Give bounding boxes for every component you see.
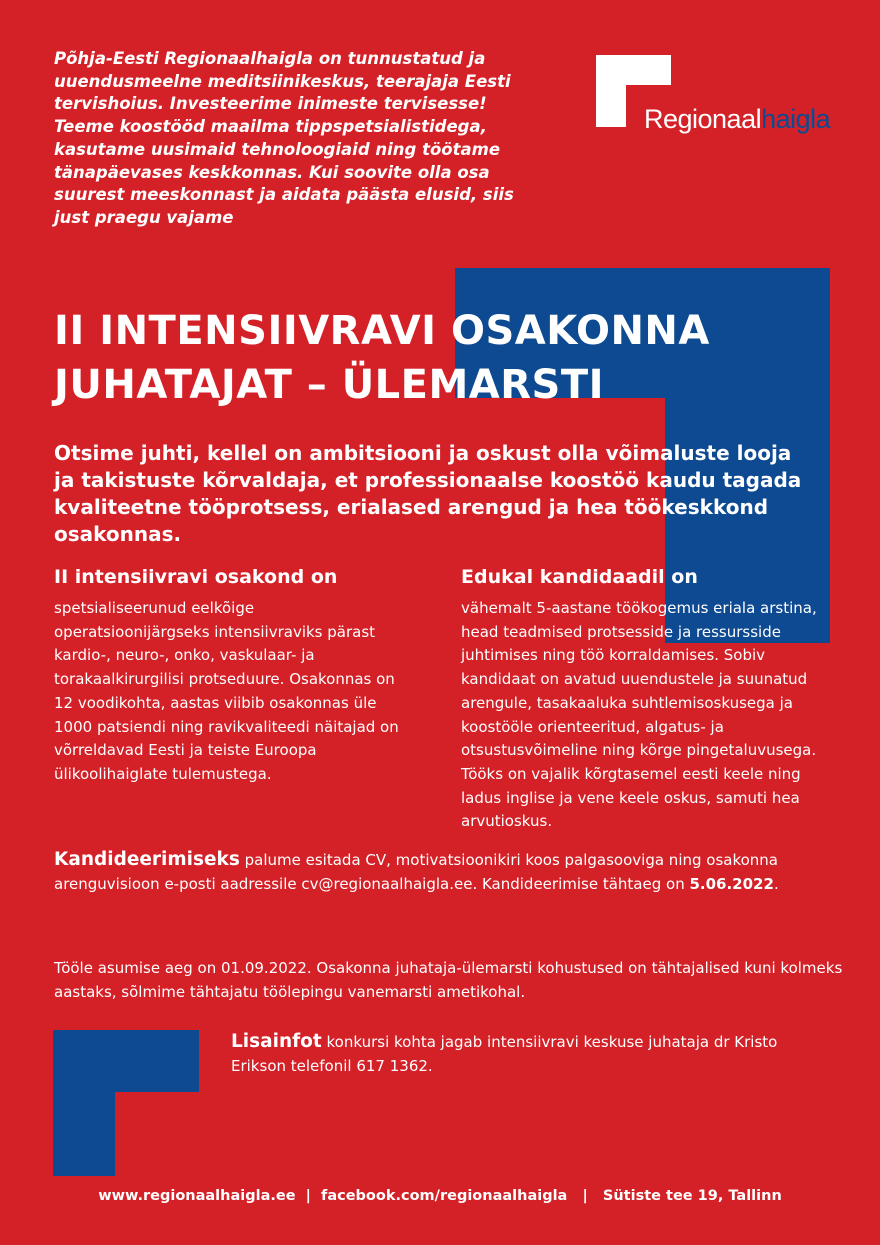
application-end: .: [773, 874, 779, 893]
title-line-1: II INTENSIIVRAVI OSAKONNA: [54, 308, 710, 354]
footer-contacts: www.regionaalhaigla.ee | facebook.com/regionaalhaigla | Sütiste tee 19, Tallinn: [98, 1188, 782, 1204]
candidate-heading: Edukal kandidaadil on: [461, 566, 698, 588]
page-title: [54, 304, 854, 412]
application-paragraph: [54, 848, 834, 896]
application-lead: Kandideerimiseks: [54, 849, 240, 870]
intro-text: Põhja-Eesti Regionaalhaigla on tunnustatud ja uuendusmeelne meditsiinikeskus, teerajaja Eesti tervishoius. Investeerime inimeste tervisesse! Teeme koostööd maailma tippspetsialistidega, kasutame uusimaid tehnoloogiaid ning töötame tänapäevases keskkonnas. Kui soovite olla osa suurest meeskonnast ja aidata päästa elusid, siis just praegu vajame: [54, 49, 514, 227]
application-deadline: 5.06.2022: [689, 874, 774, 893]
logo-part-regionaal: Regionaal: [644, 104, 762, 134]
logo-wordmark: [644, 104, 830, 135]
title-line-2: JUHATAJAT – ÜLEMARSTI: [54, 362, 605, 408]
lead-paragraph: Otsime juhti, kellel on ambitsiooni ja oskust olla võimaluste looja ja takistuste kõrvaldaja, et professionaalse koostöö kaudu tagada kvaliteetne tööprotsess, erialased arengud ja hea töökeskkond osakonnas.: [54, 441, 802, 546]
blue-corner-small-shape: [53, 1030, 199, 1176]
department-heading: II intensiivravi osakond on: [54, 566, 338, 588]
department-text: spetsialiseerunud eelkõige operatsioonijärgseks intensiivraviks pärast kardio-, neuro-, onko, vaskulaar- ja torakaalkirurgilisi protseduure. Osakonnas on 12 voodikohta, aastas viibib osakonnas üle 1000 patsiendi ning ravikvaliteedi näitajad on võrreldavad Eesti ja teiste Euroopa ülikoolihaiglate tulemustega.: [54, 599, 399, 783]
application-text: palume esitada CV, motivatsioonikiri koos palgasooviga ning osakonna arenguvisioon e-posti aadressile cv@regionaalhaigla.ee. Kandideerimise tähtaeg on: [54, 851, 778, 893]
start-date-paragraph: Tööle asumise aeg on 01.09.2022. Osakonna juhataja-ülemarsti kohustused on tähtajalised kuni kolmeks aastaks, sõlmime tähtajatu töölepingu vanemarsti ametikohal.: [54, 959, 843, 1001]
contact-info-text: konkursi kohta jagab intensiivravi keskuse juhataja dr Kristo Erikson telefonil 617 1362.: [231, 1033, 778, 1075]
contact-info-paragraph: [231, 1030, 791, 1078]
contact-info-lead: Lisainfot: [231, 1031, 322, 1052]
candidate-text: vähemalt 5-aastane töökogemus eriala arstina, head teadmised protsesside ja ressursside juhtimises ning töö korraldamises. Sobiv kandidaat on avatud uuendustele ja suunatud arengule, tasakaaluka suhtlemisoskusega ja koostööle orienteeritud, algatus- ja otsustusvõimeline ning kõrge pingetaluvusega. Tööks on vajalik kõrgtasemel eesti keele ning ladus inglise ja vene keele oskus, samuti hea arvutioskus.: [461, 599, 817, 831]
logo-part-haigla: haigla: [761, 104, 831, 134]
